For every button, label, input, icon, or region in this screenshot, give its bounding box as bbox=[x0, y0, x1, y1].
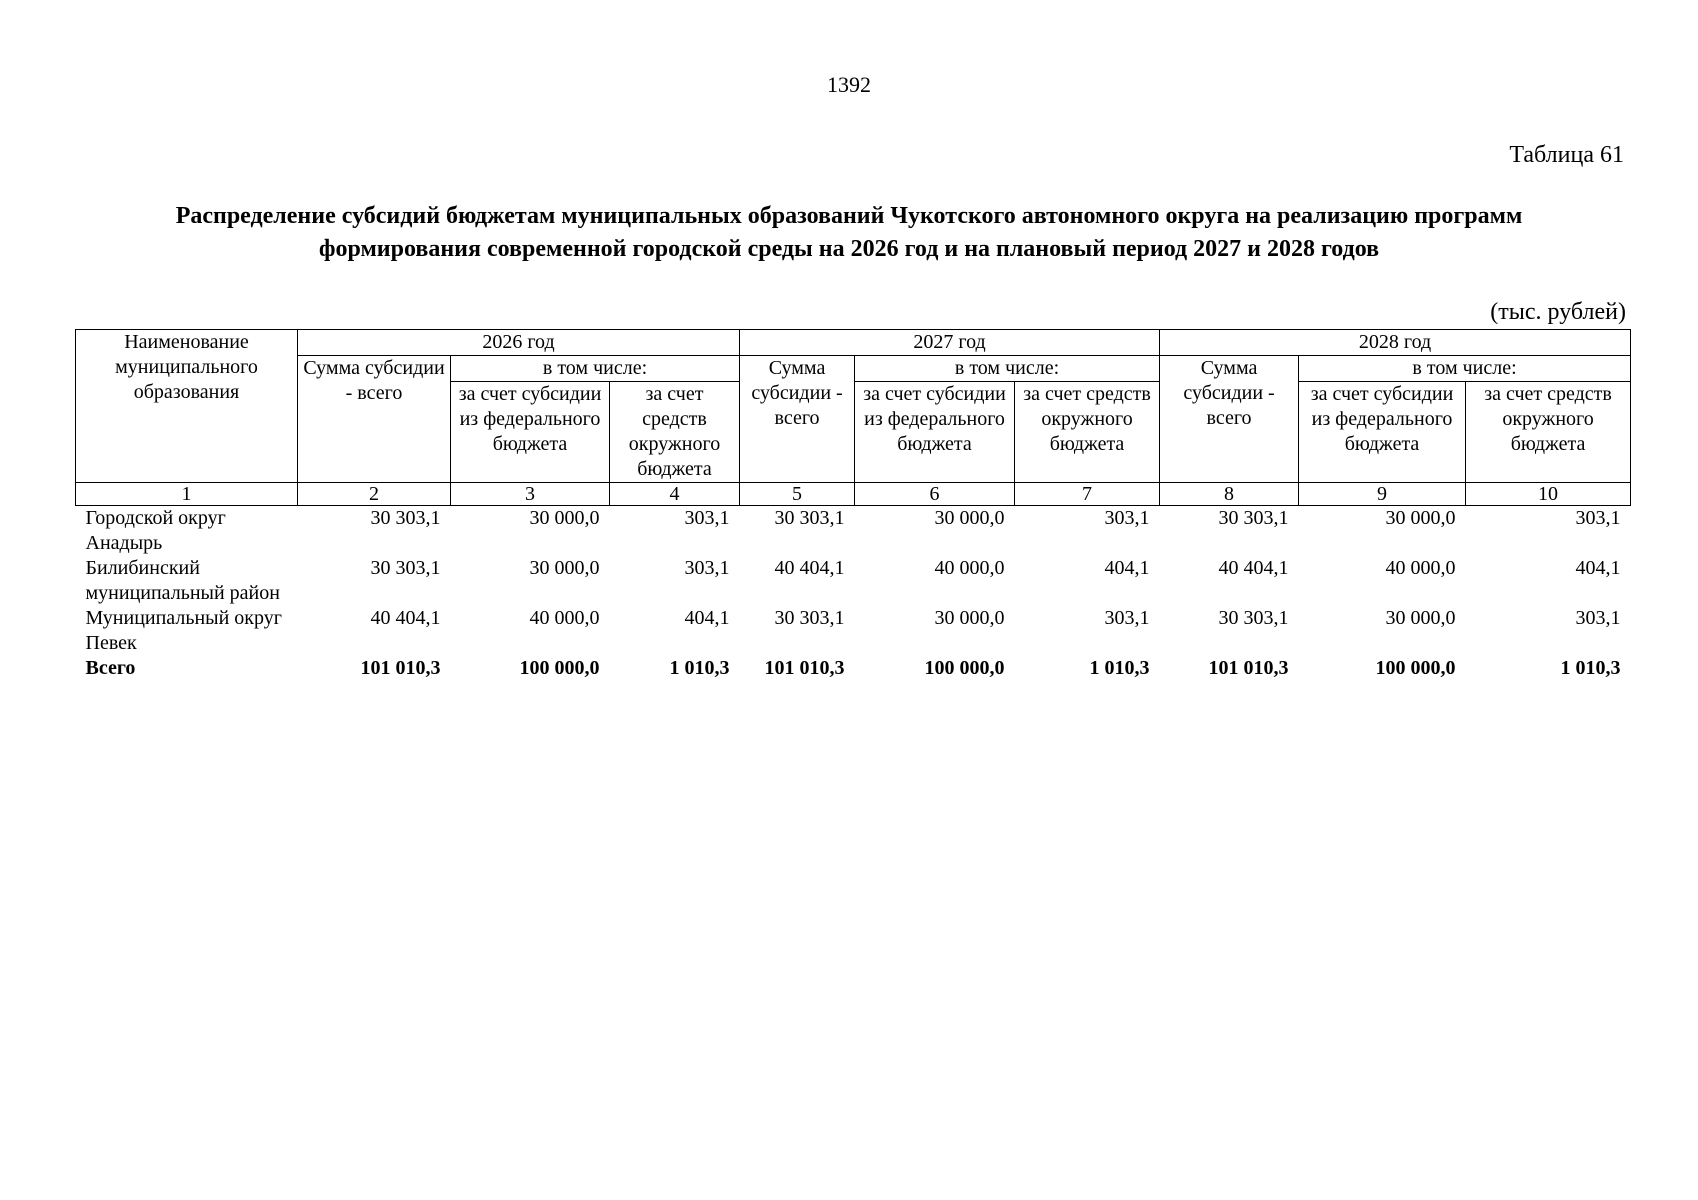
value-cell: 40 000,0 bbox=[934, 557, 1005, 579]
total-value-cell: 101 010,3 bbox=[1208, 657, 1289, 679]
total-value-cell: 101 010,3 bbox=[764, 657, 845, 679]
header-regional-budget: за счет средств окружного бюджета bbox=[1466, 382, 1631, 483]
value-cell: 40 000,0 bbox=[1385, 557, 1456, 579]
value-cell: 30 303,1 bbox=[1218, 507, 1289, 529]
column-number: 7 bbox=[1015, 483, 1160, 506]
total-value-cell: 1 010,3 bbox=[669, 657, 730, 679]
table-row bbox=[76, 506, 1631, 557]
municipality-name: Муниципальный округ Певек bbox=[85, 607, 282, 654]
header-name-column: Наименование муниципального образования bbox=[76, 330, 298, 483]
column-number: 1 bbox=[76, 483, 298, 506]
header-row-groups bbox=[76, 356, 1631, 382]
total-value-cell: 1 010,3 bbox=[1089, 657, 1150, 679]
header-federal-budget: за счет субсидии из федерального бюджета bbox=[1299, 382, 1466, 483]
header-total-subsidy: Сумма субсидии - всего bbox=[1160, 356, 1299, 483]
column-number: 8 bbox=[1160, 483, 1299, 506]
subsidy-table bbox=[75, 329, 1631, 681]
municipality-name: Городской округ Анадырь bbox=[85, 507, 226, 554]
page-number: 1392 bbox=[827, 72, 871, 97]
header-regional-budget: за счет средств окружного бюджета bbox=[610, 382, 740, 483]
municipality-name: Билибинский муниципальный район bbox=[85, 557, 280, 604]
value-cell: 30 000,0 bbox=[934, 607, 1005, 629]
value-cell: 30 303,1 bbox=[774, 607, 845, 629]
table-row bbox=[76, 556, 1631, 606]
total-value-cell: 100 000,0 bbox=[519, 657, 600, 679]
header-total-subsidy: Сумма субсидии - всего bbox=[740, 356, 855, 483]
total-value-cell: 101 010,3 bbox=[360, 657, 441, 679]
total-value-cell: 1 010,3 bbox=[1560, 657, 1621, 679]
value-cell: 303,1 bbox=[684, 507, 730, 529]
value-cell: 40 404,1 bbox=[774, 557, 845, 579]
value-cell: 303,1 bbox=[1575, 607, 1621, 629]
header-including: в том числе: bbox=[1299, 356, 1631, 382]
value-cell: 30 000,0 bbox=[1385, 507, 1456, 529]
column-number: 9 bbox=[1299, 483, 1466, 506]
value-cell: 30 303,1 bbox=[370, 557, 441, 579]
total-label: Всего bbox=[85, 657, 136, 679]
table-label: Таблица 61 bbox=[1509, 142, 1624, 168]
value-cell: 40 000,0 bbox=[529, 607, 600, 629]
document-title: Распределение субсидий бюджетам муниципальных образований Чукотского автономного округа на реализацию программ формирования современной городской среды на 2026 год и на плановый период 2027 и 2028 годов bbox=[175, 203, 1523, 262]
header-year: 2028 год bbox=[1160, 330, 1631, 356]
column-number: 10 bbox=[1466, 483, 1631, 506]
value-cell: 30 303,1 bbox=[1218, 607, 1289, 629]
table-row bbox=[76, 606, 1631, 656]
header-row-years bbox=[76, 330, 1631, 356]
value-cell: 404,1 bbox=[684, 607, 730, 629]
value-cell: 30 000,0 bbox=[529, 557, 600, 579]
value-cell: 303,1 bbox=[1104, 607, 1150, 629]
header-including: в том числе: bbox=[855, 356, 1160, 382]
value-cell: 40 404,1 bbox=[1218, 557, 1289, 579]
value-cell: 40 404,1 bbox=[370, 607, 441, 629]
header-regional-budget: за счет средств окружного бюджета bbox=[1015, 382, 1160, 483]
total-value-cell: 100 000,0 bbox=[1375, 657, 1456, 679]
value-cell: 30 000,0 bbox=[934, 507, 1005, 529]
header-federal-budget: за счет субсидии из федерального бюджета bbox=[855, 382, 1015, 483]
header-year: 2026 год bbox=[298, 330, 740, 356]
total-row bbox=[76, 656, 1631, 681]
header-total-subsidy: Сумма субсидии - всего bbox=[298, 356, 451, 483]
header-federal-budget: за счет субсидии из федерального бюджета bbox=[451, 382, 610, 483]
column-number: 3 bbox=[451, 483, 610, 506]
column-number: 6 bbox=[855, 483, 1015, 506]
units-label: (тыс. рублей) bbox=[1490, 299, 1626, 325]
value-cell: 30 303,1 bbox=[370, 507, 441, 529]
value-cell: 404,1 bbox=[1104, 557, 1150, 579]
value-cell: 30 303,1 bbox=[774, 507, 845, 529]
header-column-numbers bbox=[76, 483, 1631, 506]
value-cell: 30 000,0 bbox=[529, 507, 600, 529]
value-cell: 303,1 bbox=[1104, 507, 1150, 529]
value-cell: 303,1 bbox=[1575, 507, 1621, 529]
value-cell: 303,1 bbox=[684, 557, 730, 579]
column-number: 5 bbox=[740, 483, 855, 506]
column-number: 2 bbox=[298, 483, 451, 506]
total-value-cell: 100 000,0 bbox=[924, 657, 1005, 679]
header-including: в том числе: bbox=[451, 356, 740, 382]
header-year: 2027 год bbox=[740, 330, 1160, 356]
column-number: 4 bbox=[610, 483, 740, 506]
value-cell: 404,1 bbox=[1575, 557, 1621, 579]
value-cell: 30 000,0 bbox=[1385, 607, 1456, 629]
